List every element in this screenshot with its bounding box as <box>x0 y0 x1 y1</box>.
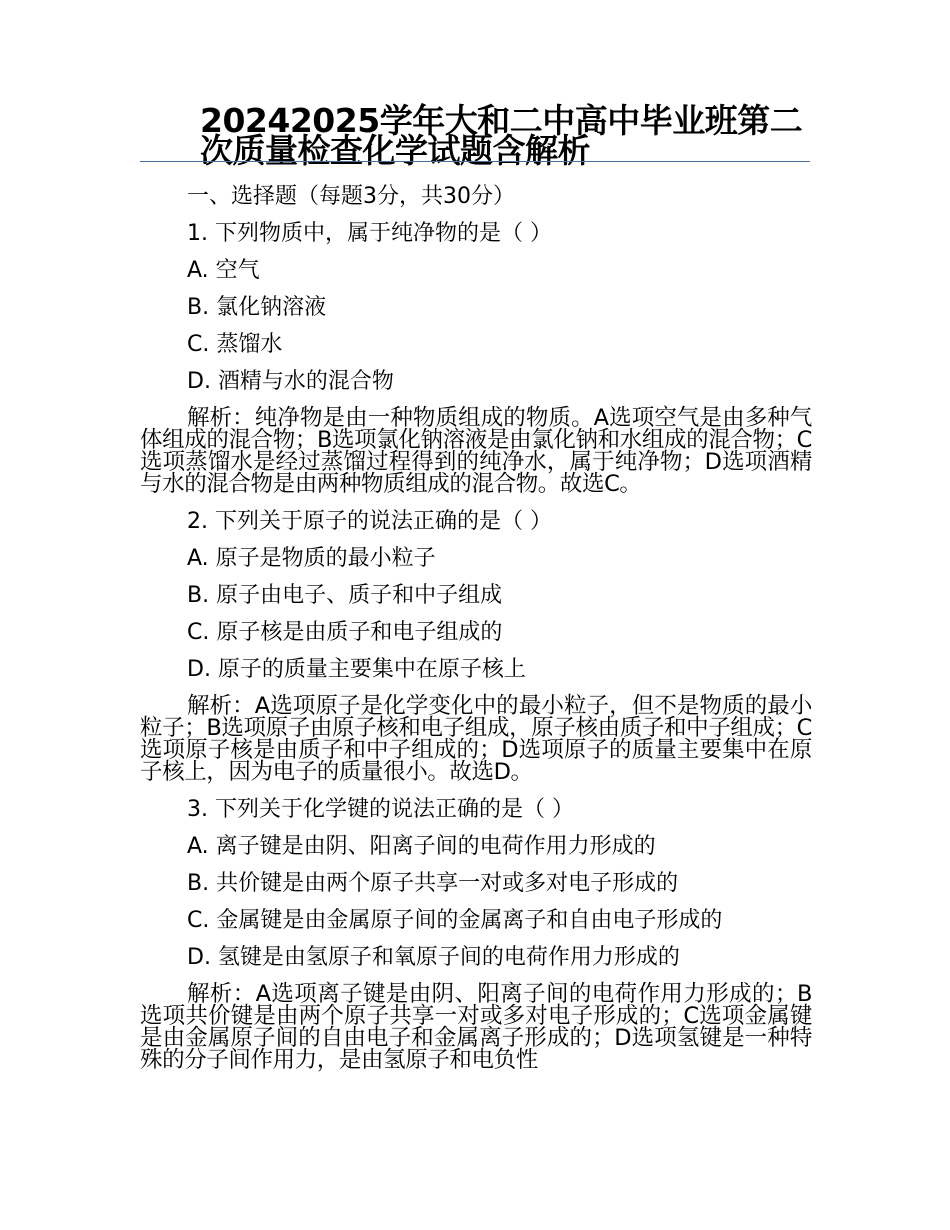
option-d: D. 酒精与水的混合物 <box>187 369 394 394</box>
option-c: C. 蒸馏水 <box>187 332 283 357</box>
question-stem: 3. 下列关于化学键的说法正确的是（ ） <box>187 797 574 822</box>
question-analysis: 解析：A选项离子键是由阴、阳离子间的电荷作用力形成的；B选项共价键是由两个原子共享一对或多对电子形成的；C选项金属键是由金属原子间的自由电子和金属离子形成的；D选项氢键是一种特殊的分子间作用力，是由氢原子和电负性 <box>140 981 812 1073</box>
document-title: 20242025学年大和二中高中毕业班第二次质量检查化学试题含解析 <box>200 101 803 170</box>
option-a: A. 离子键是由阴、阳离子间的电荷作用力形成的 <box>187 834 656 859</box>
section-heading: 一、选择题（每题3分，共30分） <box>187 184 515 209</box>
option-a: A. 原子是物质的最小粒子 <box>187 546 436 571</box>
option-b: B. 共价键是由两个原子共享一对或多对电子形成的 <box>187 871 679 896</box>
document-body <box>140 178 812 1079</box>
question-3 <box>140 791 812 1071</box>
question-stem: 1. 下列物质中，属于纯净物的是（ ） <box>187 221 552 246</box>
question-2 <box>140 503 812 783</box>
question-analysis: 解析：纯净物是由一种物质组成的物质。A选项空气是由多种气体组成的混合物；B选项氯化钠溶液是由氯化钠和水组成的混合物；C选项蒸馏水是经过蒸馏过程得到的纯净水，属于纯净物；D选项酒精与水的混合物是由两种物质组成的混合物。故选C。 <box>140 405 812 497</box>
title-underline <box>140 161 810 162</box>
question-stem: 2. 下列关于原子的说法正确的是（ ） <box>187 509 552 534</box>
question-1 <box>140 215 812 495</box>
option-d: D. 原子的质量主要集中在原子核上 <box>187 657 526 682</box>
option-a: A. 空气 <box>187 258 260 283</box>
option-c: C. 金属键是由金属原子间的金属离子和自由电子形成的 <box>187 908 723 933</box>
option-c: C. 原子核是由质子和电子组成的 <box>187 620 503 645</box>
option-d: D. 氢键是由氢原子和氧原子间的电荷作用力形成的 <box>187 945 680 970</box>
question-analysis: 解析：A选项原子是化学变化中的最小粒子，但不是物质的最小粒子；B选项原子由原子核和电子组成，原子核由质子和中子组成；C选项原子核是由质子和中子组成的；D选项原子的质量主要集中在原子核上，因为电子的质量很小。故选D。 <box>140 693 812 785</box>
option-b: B. 原子由电子、质子和中子组成 <box>187 583 503 608</box>
option-b: B. 氯化钠溶液 <box>187 295 327 320</box>
